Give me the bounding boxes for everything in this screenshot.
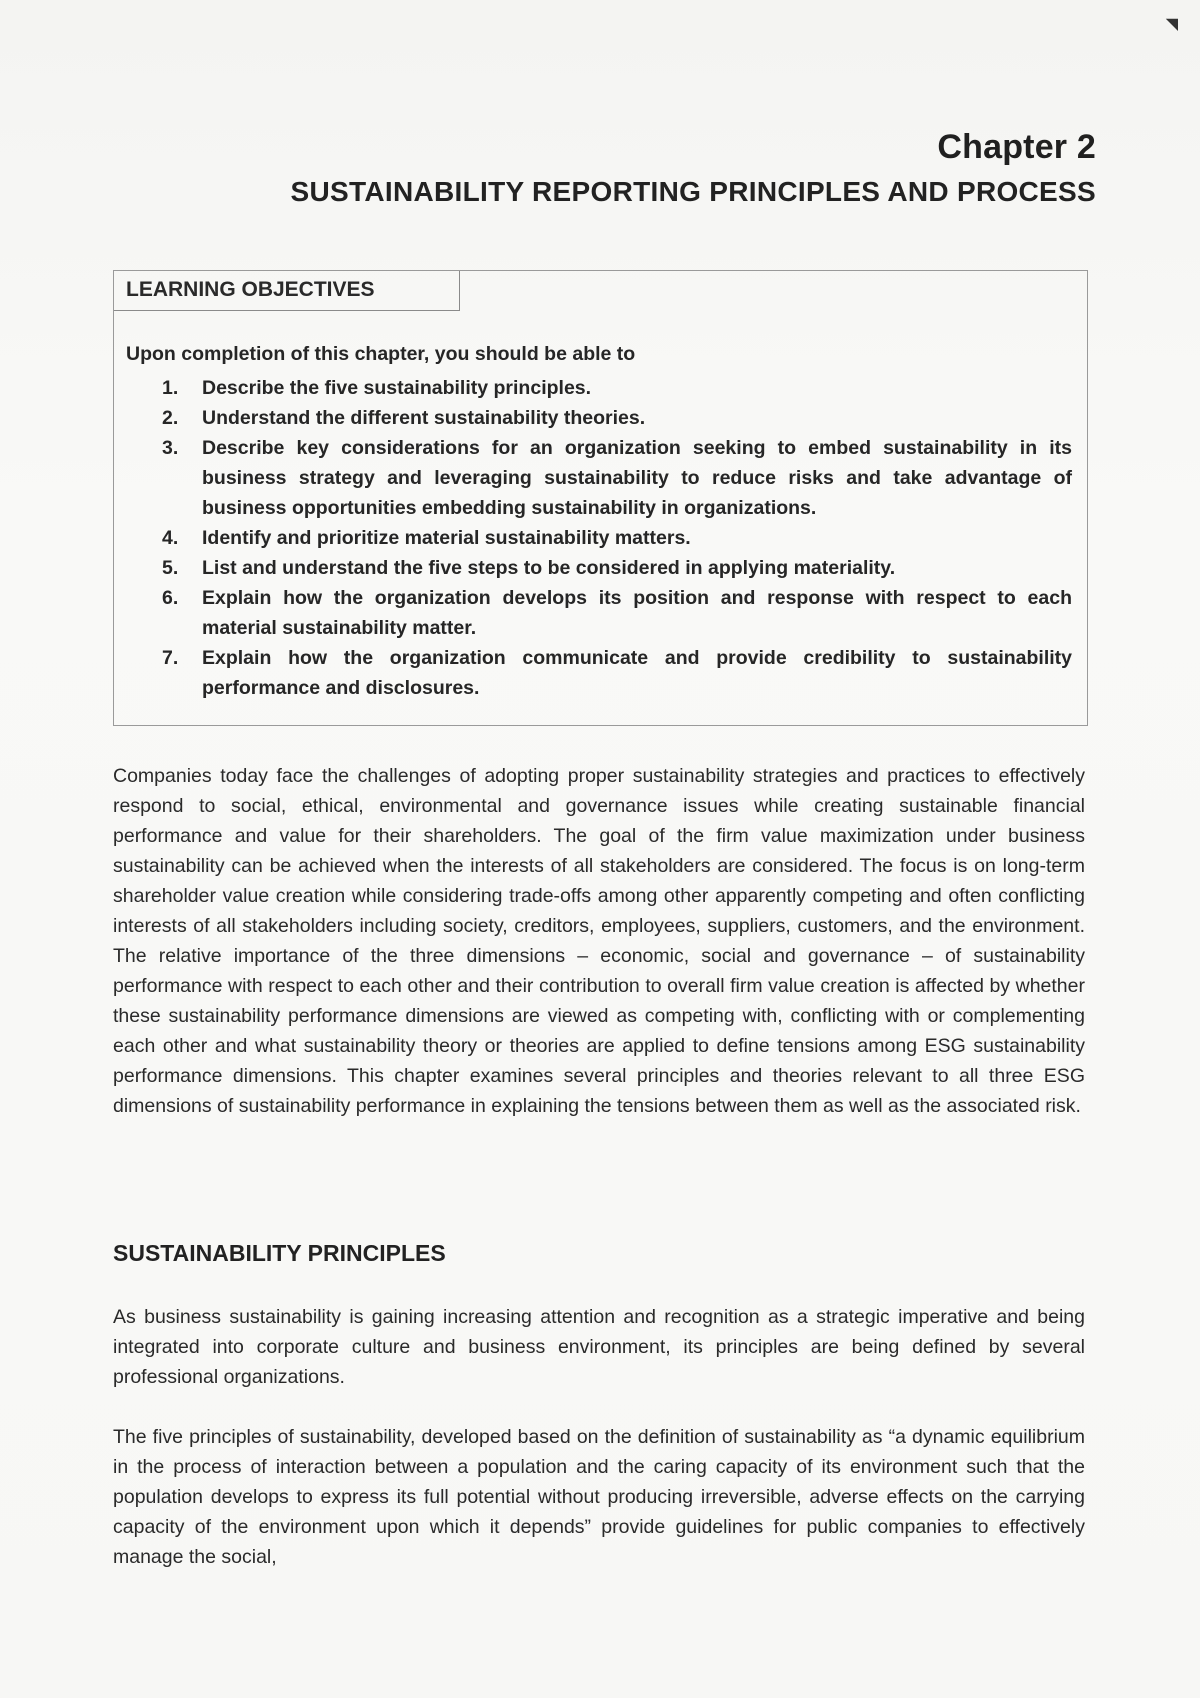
objective-text: Describe key considerations for an organization seeking to embed sustainability in its business strategy and leveraging sustainability to reduce risks and take advantage of business opportunities embedding sustainability in organizations. (202, 437, 1072, 519)
objective-item (162, 583, 1072, 643)
objective-number: 7. (162, 647, 179, 669)
corner-mark: ◥ (1165, 16, 1178, 33)
objective-item (162, 553, 1072, 583)
objective-number: 6. (162, 587, 179, 609)
objective-number: 2. (162, 407, 179, 429)
objective-number: 1. (162, 377, 179, 399)
objective-item (162, 403, 1072, 433)
objective-item (162, 643, 1072, 703)
objective-item (162, 373, 1072, 403)
chapter-title: SUSTAINABILITY REPORTING PRINCIPLES AND PROCESS (290, 176, 1096, 207)
learning-objectives-list (162, 373, 1072, 703)
objective-text: List and understand the five steps to be considered in applying materiality. (202, 557, 896, 579)
objective-item (162, 523, 1072, 553)
objective-text: Explain how the organization communicate and provide credibility to sustainability performance and disclosures. (202, 647, 1072, 699)
learning-objectives-box (113, 270, 1088, 726)
learning-objectives-intro: Upon completion of this chapter, you should be able to (126, 343, 636, 365)
learning-objectives-header: LEARNING OBJECTIVES (114, 271, 460, 311)
objective-text: Identify and prioritize material sustainability matters. (202, 527, 691, 549)
chapter-label: Chapter 2 (937, 128, 1096, 166)
objective-text: Explain how the organization develops its position and response with respect to each material sustainability matter. (202, 587, 1072, 639)
objective-number: 3. (162, 437, 179, 459)
intro-paragraph: Companies today face the challenges of adopting proper sustainability strategies and practices to effectively respond to social, ethical, environmental and governance issues while creating sustainable financial performance and value for their shareholders. The goal of the firm value maximization under business sustainability can be achieved when the interests of all stakeholders are considered. The focus is on long-term shareholder value creation while considering trade-offs among other apparently competing and often conflicting interests of all stakeholders including society, creditors, employees, suppliers, customers, and the environment. The relative importance of the three dimensions – economic, social and governance – of sustainability performance with respect to each other and their contribution to overall firm value creation is affected by whether these sustainability performance dimensions are viewed as competing with, conflicting with or complementing each other and what sustainability theory or theories are applied to define tensions among ESG sustainability performance dimensions. This chapter examines several principles and theories relevant to all three ESG dimensions of sustainability performance in explaining the tensions between them as well as the associated risk. (113, 765, 1085, 1117)
section-paragraph-1: As business sustainability is gaining increasing attention and recognition as a strategic imperative and being integrated into corporate culture and business environment, its principles are being defined by several professional organizations. (113, 1306, 1085, 1388)
objective-text: Describe the five sustainability principles. (202, 377, 592, 399)
objective-item (162, 433, 1072, 523)
objective-number: 4. (162, 527, 179, 549)
section-heading: SUSTAINABILITY PRINCIPLES (113, 1240, 446, 1266)
section-paragraph-2: The five principles of sustainability, developed based on the definition of sustainability as “a dynamic equilibrium in the process of interaction between a population and the caring capacity of its environment such that the population develops to express its full potential without producing irreversible, adverse effects on the carrying capacity of the environment upon which it depends” provide guidelines for public companies to effectively manage the social, (113, 1426, 1085, 1568)
objective-text: Understand the different sustainability theories. (202, 407, 646, 429)
objective-number: 5. (162, 557, 179, 579)
